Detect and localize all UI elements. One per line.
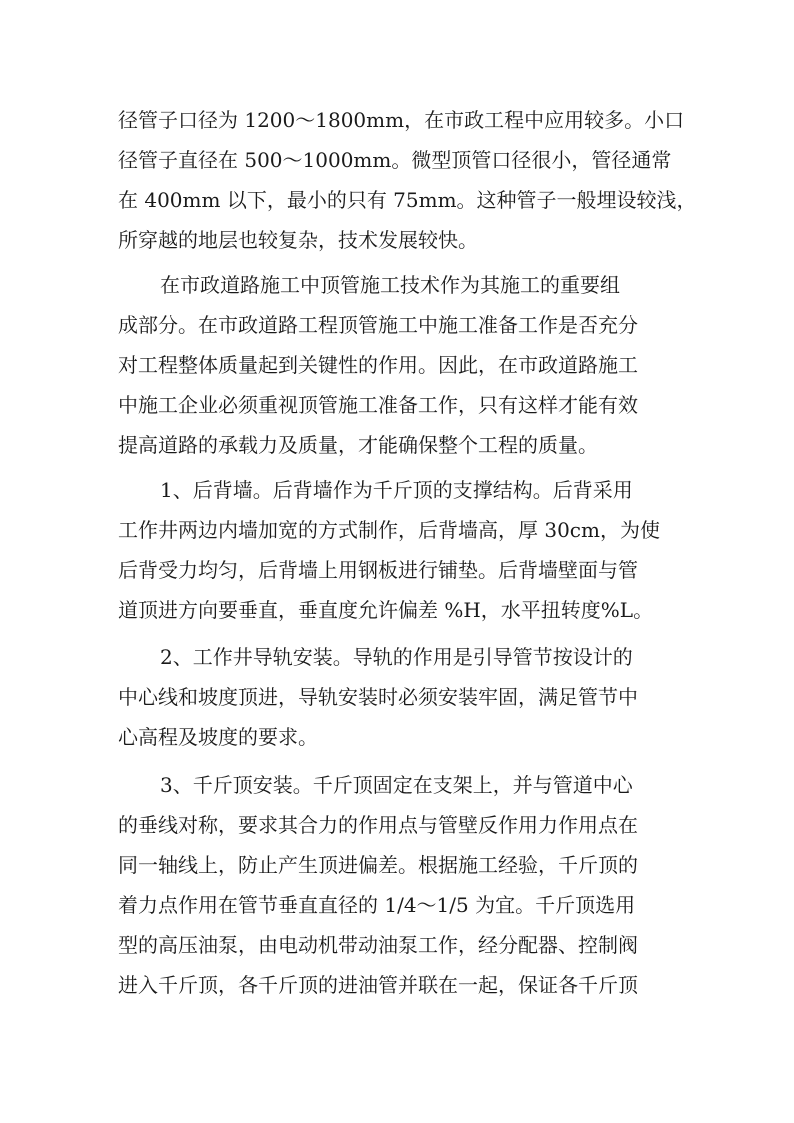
text-line: 径管子口径为 1200～1800mm，在市政工程中应用较多。小口	[118, 108, 685, 132]
paragraph-first-line: 2、工作井导轨安装。导轨的作用是引导管节按设计的	[160, 645, 633, 669]
text-line: 中施工企业必须重视顶管施工准备工作，只有这样才能有效	[118, 393, 638, 417]
text-line: 中心线和坡度顶进，导轨安装时必须安装牢固，满足管节中	[118, 685, 638, 709]
text-line: 成部分。在市政道路工程顶管施工中施工准备工作是否充分	[118, 313, 638, 337]
paragraph-first-line: 在市政道路施工中顶管施工技术作为其施工的重要组	[160, 273, 620, 297]
paragraph-first-line: 3、千斤顶安装。千斤顶固定在支架上，并与管道中心	[160, 773, 633, 797]
paragraph-first-line: 1、后背墙。后背墙作为千斤顶的支撑结构。后背采用	[160, 478, 633, 502]
text-line: 在 400mm 以下，最小的只有 75mm。这种管子一般埋设较浅，	[118, 188, 697, 212]
text-line: 工作井两边内墙加宽的方式制作，后背墙高，厚 30cm，为使	[118, 518, 660, 542]
text-line: 所穿越的地层也较复杂，技术发展较快。	[118, 228, 478, 252]
text-line: 进入千斤顶，各千斤顶的进油管并联在一起，保证各千斤顶	[118, 973, 638, 997]
text-line: 道顶进方向要垂直，垂直度允许偏差 %H，水平扭转度%L。	[118, 598, 654, 622]
text-line: 对工程整体质量起到关键性的作用。因此，在市政道路施工	[118, 353, 638, 377]
text-line: 提高道路的承载力及质量，才能确保整个工程的质量。	[118, 433, 598, 457]
text-line: 着力点作用在管节垂直直径的 1/4～1/5 为宜。千斤顶选用	[118, 893, 636, 917]
text-line: 型的高压油泵，由电动机带动油泵工作，经分配器、控制阀	[118, 933, 638, 957]
text-line: 径管子直径在 500～1000mm。微型顶管口径很小，管径通常	[118, 148, 672, 172]
text-line: 心高程及坡度的要求。	[118, 725, 318, 749]
text-line: 同一轴线上，防止产生顶进偏差。根据施工经验，千斤顶的	[118, 853, 638, 877]
text-line: 后背受力均匀，后背墙上用钢板进行铺垫。后背墙壁面与管	[118, 558, 638, 582]
text-line: 的垂线对称，要求其合力的作用点与管壁反作用力作用点在	[118, 813, 638, 837]
